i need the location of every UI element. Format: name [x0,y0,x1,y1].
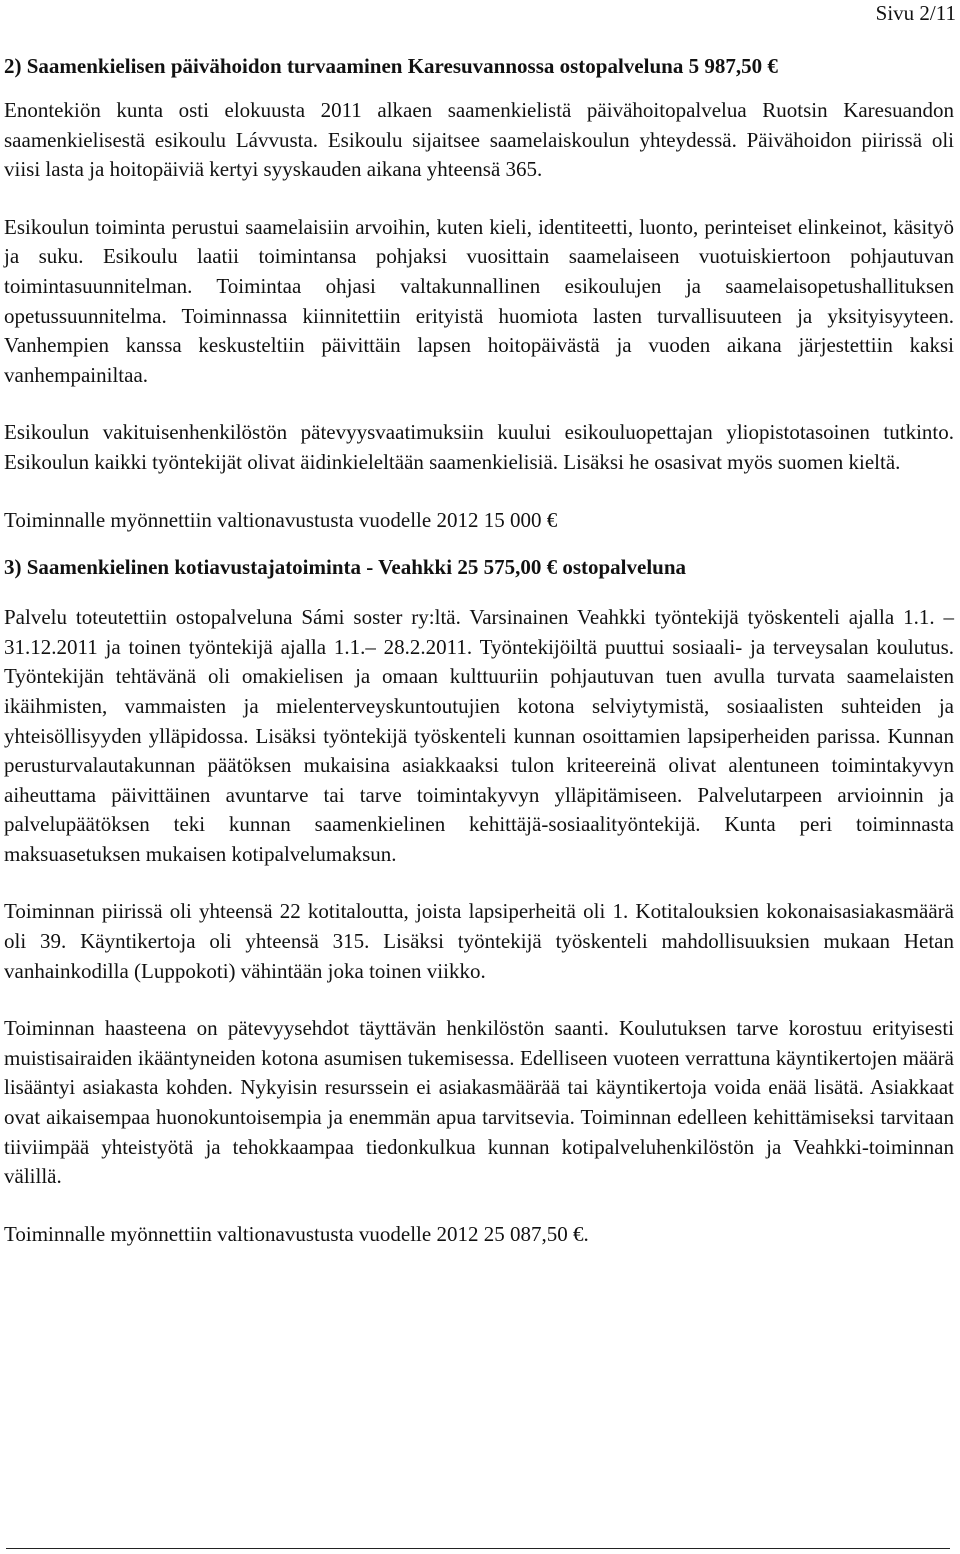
section-3-paragraph-1: Palvelu toteutettiin ostopalveluna Sámi soster ry:ltä. Varsinainen Veahkki työntekijä työskenteli ajalla 1.1. – 31.12.2011 ja toinen työntekijä ajalla 1.1.– 28.2.2011. Työntekijöiltä puuttui sosiaali- ja terveysalan koulutus. Työntekijän tehtävänä oli omakielisen ja omaan kulttuuriin pohjautuvan tuen avulla turvata saamelaisten ikäihmisten, vammaisten ja mielenterveyskuntoutujien kotona selviytymistä, sosiaalisten suhteiden ja yhteisöllisyyden ylläpidossa. Lisäksi työntekijä työskenteli kunnan osoittamien lapsiperheiden parissa. Kunnan perusturvalautakunnan päätöksen mukaisina asiakkaaksi tulon kriteereinä olivat alentuneen toimintakyvyn aiheuttama päivittäinen avuntarve tai tarve toimintakyvyn ylläpitämiseen. Palvelutarpeen arvioinnin ja palvelupäätöksen teki kunnan saamenkielinen kehittäjä-sosiaalityöntekijä. Kunta peri toiminnasta maksuasetuksen mukaisen kotipalvelumaksun. [4,605,954,866]
section-2-heading: 2) Saamenkielisen päivähoidon turvaaminen Karesuvannossa ostopalveluna 5 987,50 € [4,54,778,78]
section-3-paragraph-2: Toiminnan piirissä oli yhteensä 22 kotitaloutta, joista lapsiperheitä oli 1. Kotitalouksien kokonaisasiakasmäärä oli 39. Käyntikertoja oli yhteensä 315. Lisäksi työntekijä työskenteli mahdollisuuksien mukaan Hetan vanhainkodilla (Luppokoti) vähintään joka toinen viikko. [4,899,954,983]
page-content [4,50,954,1249]
footer-divider [6,1548,950,1549]
section-3-heading: 3) Saamenkielinen kotiavustajatoiminta - Veahkki 25 575,00 € ostopalveluna [4,555,687,580]
section-2-paragraph-1: Enontekiön kunta osti elokuusta 2011 alkaen saamenkielistä päivähoitopalvelua Ruotsin Karesuandon saamenkielisestä esikoulu Lávvusta. Esikoulu sijaitsee saamelaiskoulun yhteydessä. Päivähoidon piirissä oli viisi lasta ja hoitopäiviä kertyi syyskauden aikana yhteensä 365. [4,98,954,182]
section-2-grant-line: Toiminnalle myönnettiin valtionavustusta vuodelle 2012 15 000 € [4,507,558,532]
section-3-paragraph-3: Toiminnan haasteena on pätevyysehdot täyttävän henkilöstön saanti. Koulutuksen tarve korostuu erityisesti muistisairaiden ikääntyneiden kotona asumisen tukemisessa. Edelliseen vuoteen verrattuna käyntikertojen määrä lisääntyi asiakasta kohden. Nykyisin resurssein ei asiakasmäärää tai käyntikertoja voida enää lisätä. Asiakkaat ovat aikaisempaa huonokuntoisempia ja enemmän apua tarvitsevia. Toiminnan edelleen kehittämiseksi tarvitaan tiiviimpää yhteistyötä ja tehokkaampaa tiedonkulkua kunnan kotipalveluhenkilöstön ja Veahkki-toiminnan välillä. [4,1016,954,1189]
section-2-paragraph-3: Esikoulun vakituisenhenkilöstön pätevyysvaatimuksiin kuului esikouluopettajan yliopistotasoinen tutkinto. Esikoulun kaikki työntekijät olivat äidinkieleltään saamenkielisiä. Lisäksi he osasivat myös suomen kieltä. [4,420,954,474]
page-number: Sivu 2/11 [875,1,956,25]
section-2-paragraph-2: Esikoulun toiminta perustui saamelaisiin arvoihin, kuten kieli, identiteetti, luonto, perinteiset elinkeinot, käsityö ja suku. Esikoulu laatii toimintansa pohjaksi vuosittain saamelaiseen vuotuiskiertoon pohjautuvan toimintasuunnitelman. Toimintaa ohjasi valtakunnallinen esikoulujen ja saamelaisopetushallituksen opetussuunnitelma. Toiminnassa kiinnitettiin erityistä huomiota lasten turvallisuuteen ja yksityisyyteen. Vanhempien kanssa keskusteltiin päivittäin lapsen hoitopäivästä ja vuoden aikana järjestettiin kaksi vanhempainiltaa. [4,214,954,387]
section-3-grant-line: Toiminnalle myönnettiin valtionavustusta vuodelle 2012 25 087,50 €. [4,1221,589,1246]
